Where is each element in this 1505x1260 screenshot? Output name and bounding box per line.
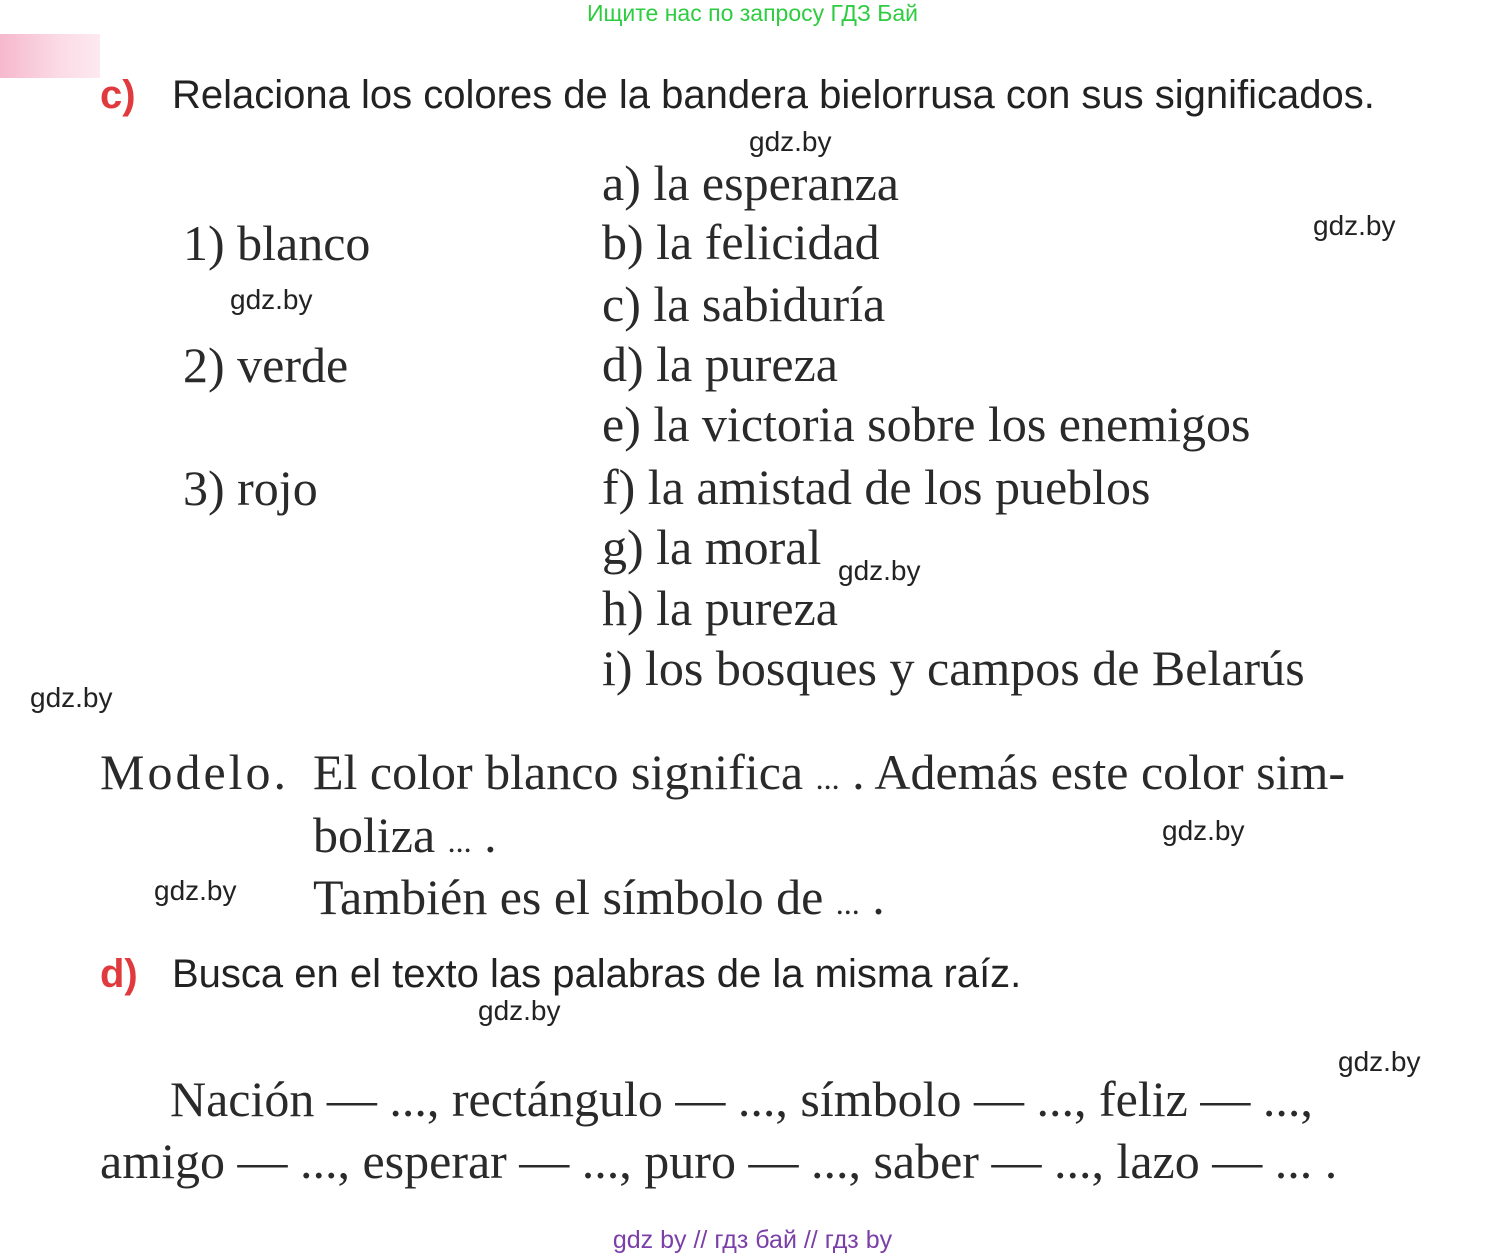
- modelo-ellipsis-3: ...: [835, 885, 860, 921]
- watermark: gdz.by: [478, 995, 561, 1026]
- exercise-c-instruction: Relaciona los colores de la bandera bielorrusa con sus significados.: [172, 73, 1375, 117]
- meaning-item-i: i) los bosques y campos de Belarús: [602, 640, 1305, 696]
- exercise-c-letter: c): [100, 73, 136, 117]
- watermark: gdz.by: [30, 682, 113, 713]
- modelo-line-1-start: El color blanco significa: [313, 744, 804, 800]
- meaning-item-g: g) la moral: [602, 519, 822, 575]
- word-pairs-line-1: Nación — ..., rectángulo — ..., símbolo — ..., feliz — ...,: [170, 1071, 1313, 1127]
- modelo-line-2-start: boliza: [313, 807, 436, 863]
- meaning-item-e: e) la victoria sobre los enemigos: [602, 396, 1251, 452]
- watermark: gdz.by: [838, 555, 921, 586]
- watermark: gdz.by: [154, 875, 237, 906]
- meaning-item-b: b) la felicidad: [602, 214, 880, 270]
- watermark: gdz.by: [1162, 815, 1245, 846]
- modelo-label: Modelo.: [100, 744, 290, 800]
- modelo-line-2-end: .: [484, 807, 497, 863]
- exercise-d-letter: d): [100, 952, 138, 996]
- meaning-item-f: f) la amistad de los pueblos: [602, 459, 1151, 515]
- pink-tab-decoration: [0, 34, 100, 78]
- watermark: gdz.by: [230, 284, 313, 315]
- footer-links: gdz by // гдз бай // гдз by: [612, 1226, 893, 1254]
- watermark: gdz.by: [1313, 210, 1396, 241]
- meaning-item-a: a) la esperanza: [602, 155, 899, 211]
- modelo-line-3-start: También es el símbolo de: [313, 869, 824, 925]
- word-pairs-line-2: amigo — ..., esperar — ..., puro — ..., saber — ..., lazo — ... .: [100, 1133, 1338, 1189]
- modelo-ellipsis-2: ...: [447, 823, 472, 859]
- exercise-d-instruction: Busca en el texto las palabras de la misma raíz.: [172, 952, 1022, 996]
- color-item-blanco: 1) blanco: [183, 215, 371, 271]
- watermark: gdz.by: [749, 126, 832, 157]
- modelo-ellipsis-1: ...: [815, 760, 840, 796]
- modelo-line-3-end: .: [872, 869, 885, 925]
- watermark: gdz.by: [1338, 1046, 1421, 1077]
- meaning-item-c: c) la sabiduría: [602, 276, 886, 332]
- color-item-rojo: 3) rojo: [183, 460, 318, 516]
- modelo-line-1-end: . Además este color sim-: [852, 744, 1346, 800]
- top-banner: Ищите нас по запросу ГДЗ Бай: [586, 0, 919, 26]
- meaning-item-d: d) la pureza: [602, 336, 838, 392]
- modelo-line-2: [313, 806, 497, 864]
- color-item-verde: 2) verde: [183, 337, 349, 393]
- modelo-line-3: [313, 868, 885, 926]
- modelo-line-1: [313, 743, 1345, 801]
- meaning-item-h: h) la pureza: [602, 580, 838, 636]
